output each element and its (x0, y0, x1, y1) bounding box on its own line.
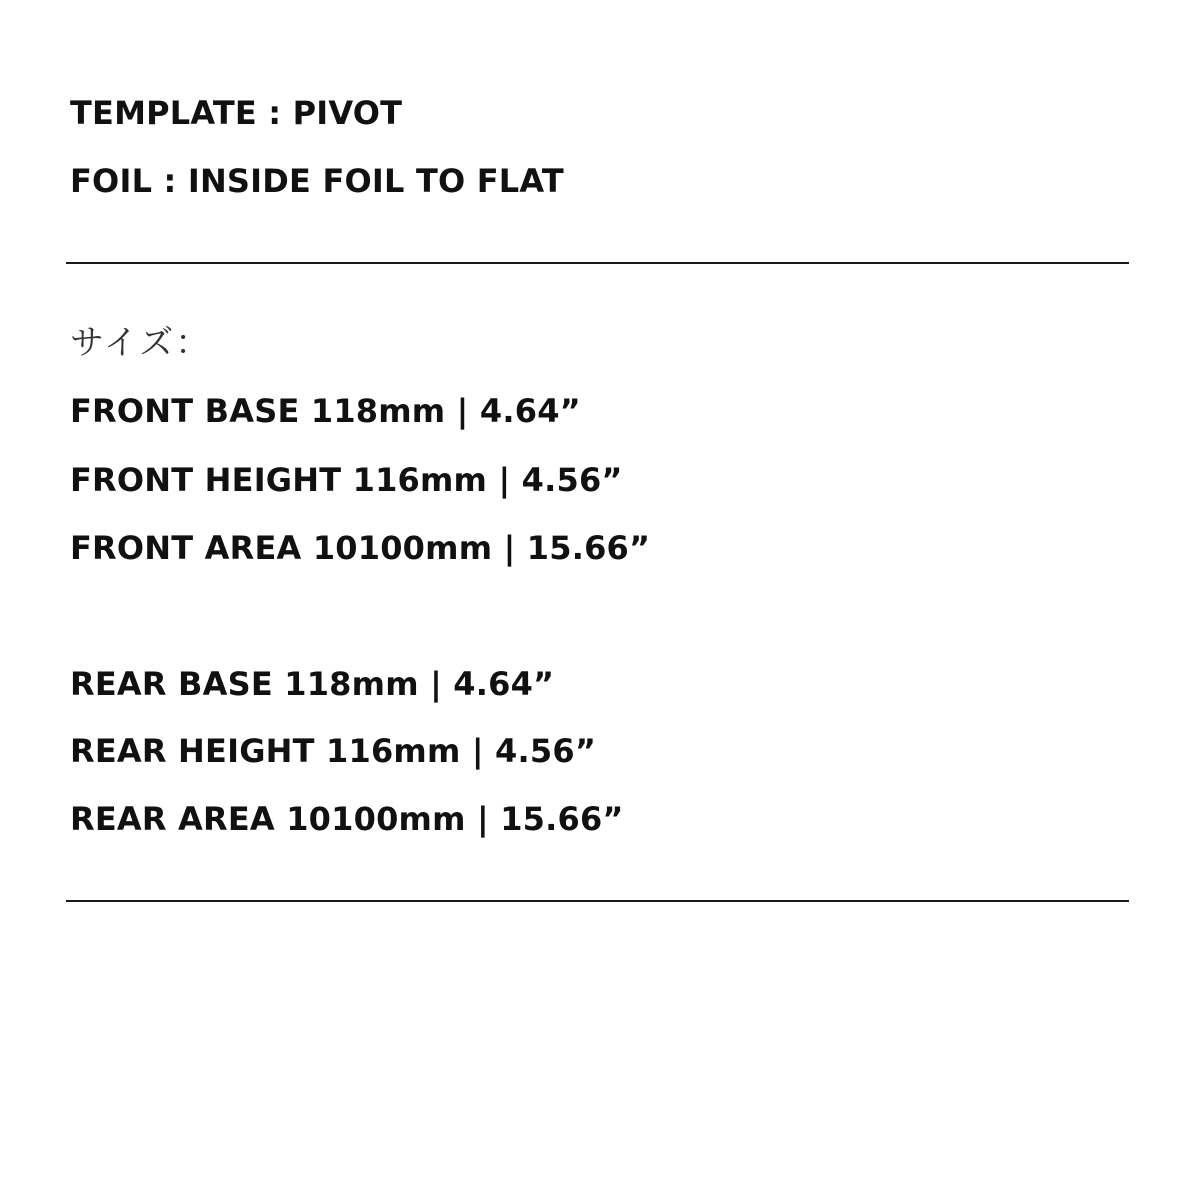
size-heading: サイズ： (70, 323, 212, 363)
front-area-spec: FRONT AREA 10100mm | 15.66” (70, 529, 651, 567)
front-height-spec: FRONT HEIGHT 116mm | 4.56” (70, 461, 623, 499)
rear-area-spec: REAR AREA 10100mm | 15.66” (70, 800, 624, 838)
template-spec: TEMPLATE : PIVOT (70, 94, 403, 132)
divider-top (66, 262, 1129, 264)
rear-height-spec: REAR HEIGHT 116mm | 4.56” (70, 732, 597, 770)
divider-bottom (66, 900, 1129, 902)
foil-spec: FOIL : INSIDE FOIL TO FLAT (70, 162, 564, 200)
rear-base-spec: REAR BASE 118mm | 4.64” (70, 665, 555, 703)
front-base-spec: FRONT BASE 118mm | 4.64” (70, 392, 581, 430)
